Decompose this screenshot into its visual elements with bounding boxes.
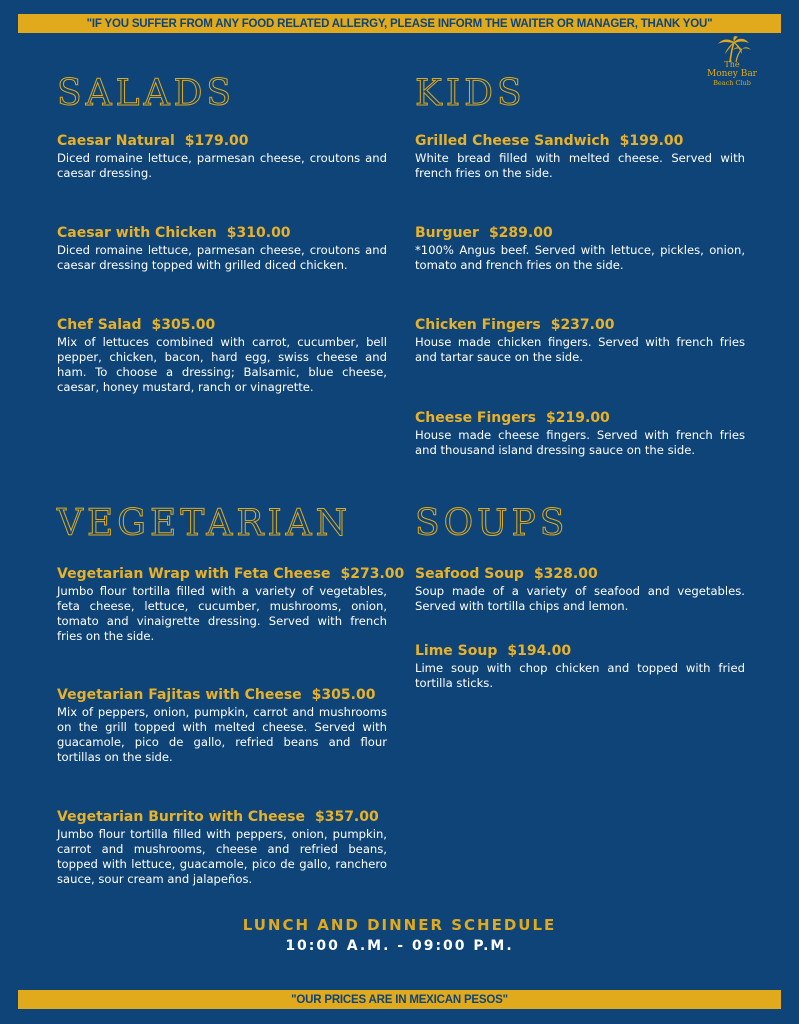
menu-item	[57, 565, 405, 644]
item-description: Mix of peppers, onion, pumpkin, carrot and mushrooms on the grill topped with melted cheese. Served with guacamole, pico de gallo, refried beans and flour tortillas on the side.	[57, 705, 387, 764]
item-description: Jumbo flour tortilla filled with peppers, onion, pumpkin, carrot and mushrooms, cheese and refried beans, topped with lettuce, guacamole, pico de gallo, ranchero sauce, sour cream and jalapeños.	[57, 827, 387, 886]
item-price: $219.00	[546, 410, 610, 426]
item-description: Lime soup with chop chicken and topped with fried tortilla sticks.	[415, 661, 745, 690]
item-name: Lime Soup	[415, 643, 498, 659]
palm-tree-icon	[712, 36, 752, 62]
item-name: Vegetarian Fajitas with Cheese	[57, 687, 302, 703]
kids-heading: KIDS	[415, 73, 526, 114]
item-price: $273.00	[340, 566, 405, 582]
item-price: $305.00	[311, 687, 376, 703]
menu-item	[57, 316, 387, 395]
logo-line-1: The	[724, 60, 740, 69]
logo-line-3: Beach Club	[713, 79, 751, 87]
menu-item	[415, 224, 745, 273]
item-name: Cheese Fingers	[415, 410, 537, 426]
item-price: $357.00	[314, 809, 379, 825]
item-name: Caesar with Chicken	[57, 225, 217, 241]
item-price: $237.00	[550, 317, 615, 333]
salads-heading: SALADS	[57, 73, 236, 114]
schedule-title: LUNCH AND DINNER SCHEDULE	[242, 916, 557, 934]
allergy-banner: "IF YOU SUFFER FROM ANY FOOD RELATED ALLERGY, PLEASE INFORM THE WAITER OR MANAGER, THANK YOU"	[18, 14, 781, 33]
menu-item	[415, 316, 745, 365]
item-description: White bread filled with melted cheese. Served with french fries on the side.	[415, 151, 745, 180]
item-name: Vegetarian Burrito with Cheese	[57, 809, 305, 825]
currency-banner: "OUR PRICES ARE IN MEXICAN PESOS"	[18, 990, 781, 1009]
item-name: Chef Salad	[57, 317, 142, 333]
menu-item	[415, 565, 745, 614]
schedule-hours: 10:00 A.M. - 09:00 P.M.	[285, 938, 514, 954]
menu-item	[415, 132, 745, 181]
soups-heading: SOUPS	[415, 503, 569, 544]
item-description: Mix of lettuces combined with carrot, cucumber, bell pepper, chicken, bacon, hard egg, swiss cheese and ham. To choose a dressing; Balsamic, blue cheese, caesar, honey mustard, ranch or vinagrette.	[57, 335, 387, 394]
money-bar-logo	[682, 36, 782, 96]
item-price: $179.00	[184, 133, 249, 149]
item-description: House made cheese fingers. Served with french fries and thousand island dressing sauce on the side.	[415, 428, 745, 457]
vegetarian-heading: VEGETARIAN	[57, 503, 352, 544]
item-name: Vegetarian Wrap with Feta Cheese	[57, 566, 331, 582]
item-price: $289.00	[488, 225, 553, 241]
item-description: Soup made of a variety of seafood and vegetables. Served with tortilla chips and lemon.	[415, 584, 745, 613]
item-name: Grilled Cheese Sandwich	[415, 133, 610, 149]
logo-line-2: Money Bar	[707, 69, 757, 79]
item-description: Jumbo flour tortilla filled with a variety of vegetables, feta cheese, lettuce, cucumber, mushrooms, onion, tomato and vinaigrette dressing. Served with french fries on the side.	[57, 584, 387, 643]
item-price: $328.00	[533, 566, 598, 582]
item-price: $305.00	[151, 317, 216, 333]
menu-item	[57, 224, 387, 273]
menu-item	[57, 132, 387, 181]
item-price: $194.00	[507, 643, 572, 659]
menu-item	[57, 808, 387, 887]
menu-item	[415, 409, 745, 458]
item-name: Seafood Soup	[415, 566, 524, 582]
item-description: Diced romaine lettuce, parmesan cheese, croutons and caesar dressing.	[57, 151, 387, 180]
menu-item	[415, 642, 745, 691]
item-name: Chicken Fingers	[415, 317, 541, 333]
item-name: Burguer	[415, 225, 479, 241]
item-name: Caesar Natural	[57, 133, 175, 149]
item-description: *100% Angus beef. Served with lettuce, pickles, onion, tomato and french fries on the side.	[415, 243, 745, 272]
item-price: $310.00	[226, 225, 291, 241]
menu-item	[57, 686, 387, 765]
item-price: $199.00	[619, 133, 684, 149]
item-description: Diced romaine lettuce, parmesan cheese, croutons and caesar dressing topped with grilled diced chicken.	[57, 243, 387, 272]
item-description: House made chicken fingers. Served with french fries and tartar sauce on the side.	[415, 335, 745, 364]
